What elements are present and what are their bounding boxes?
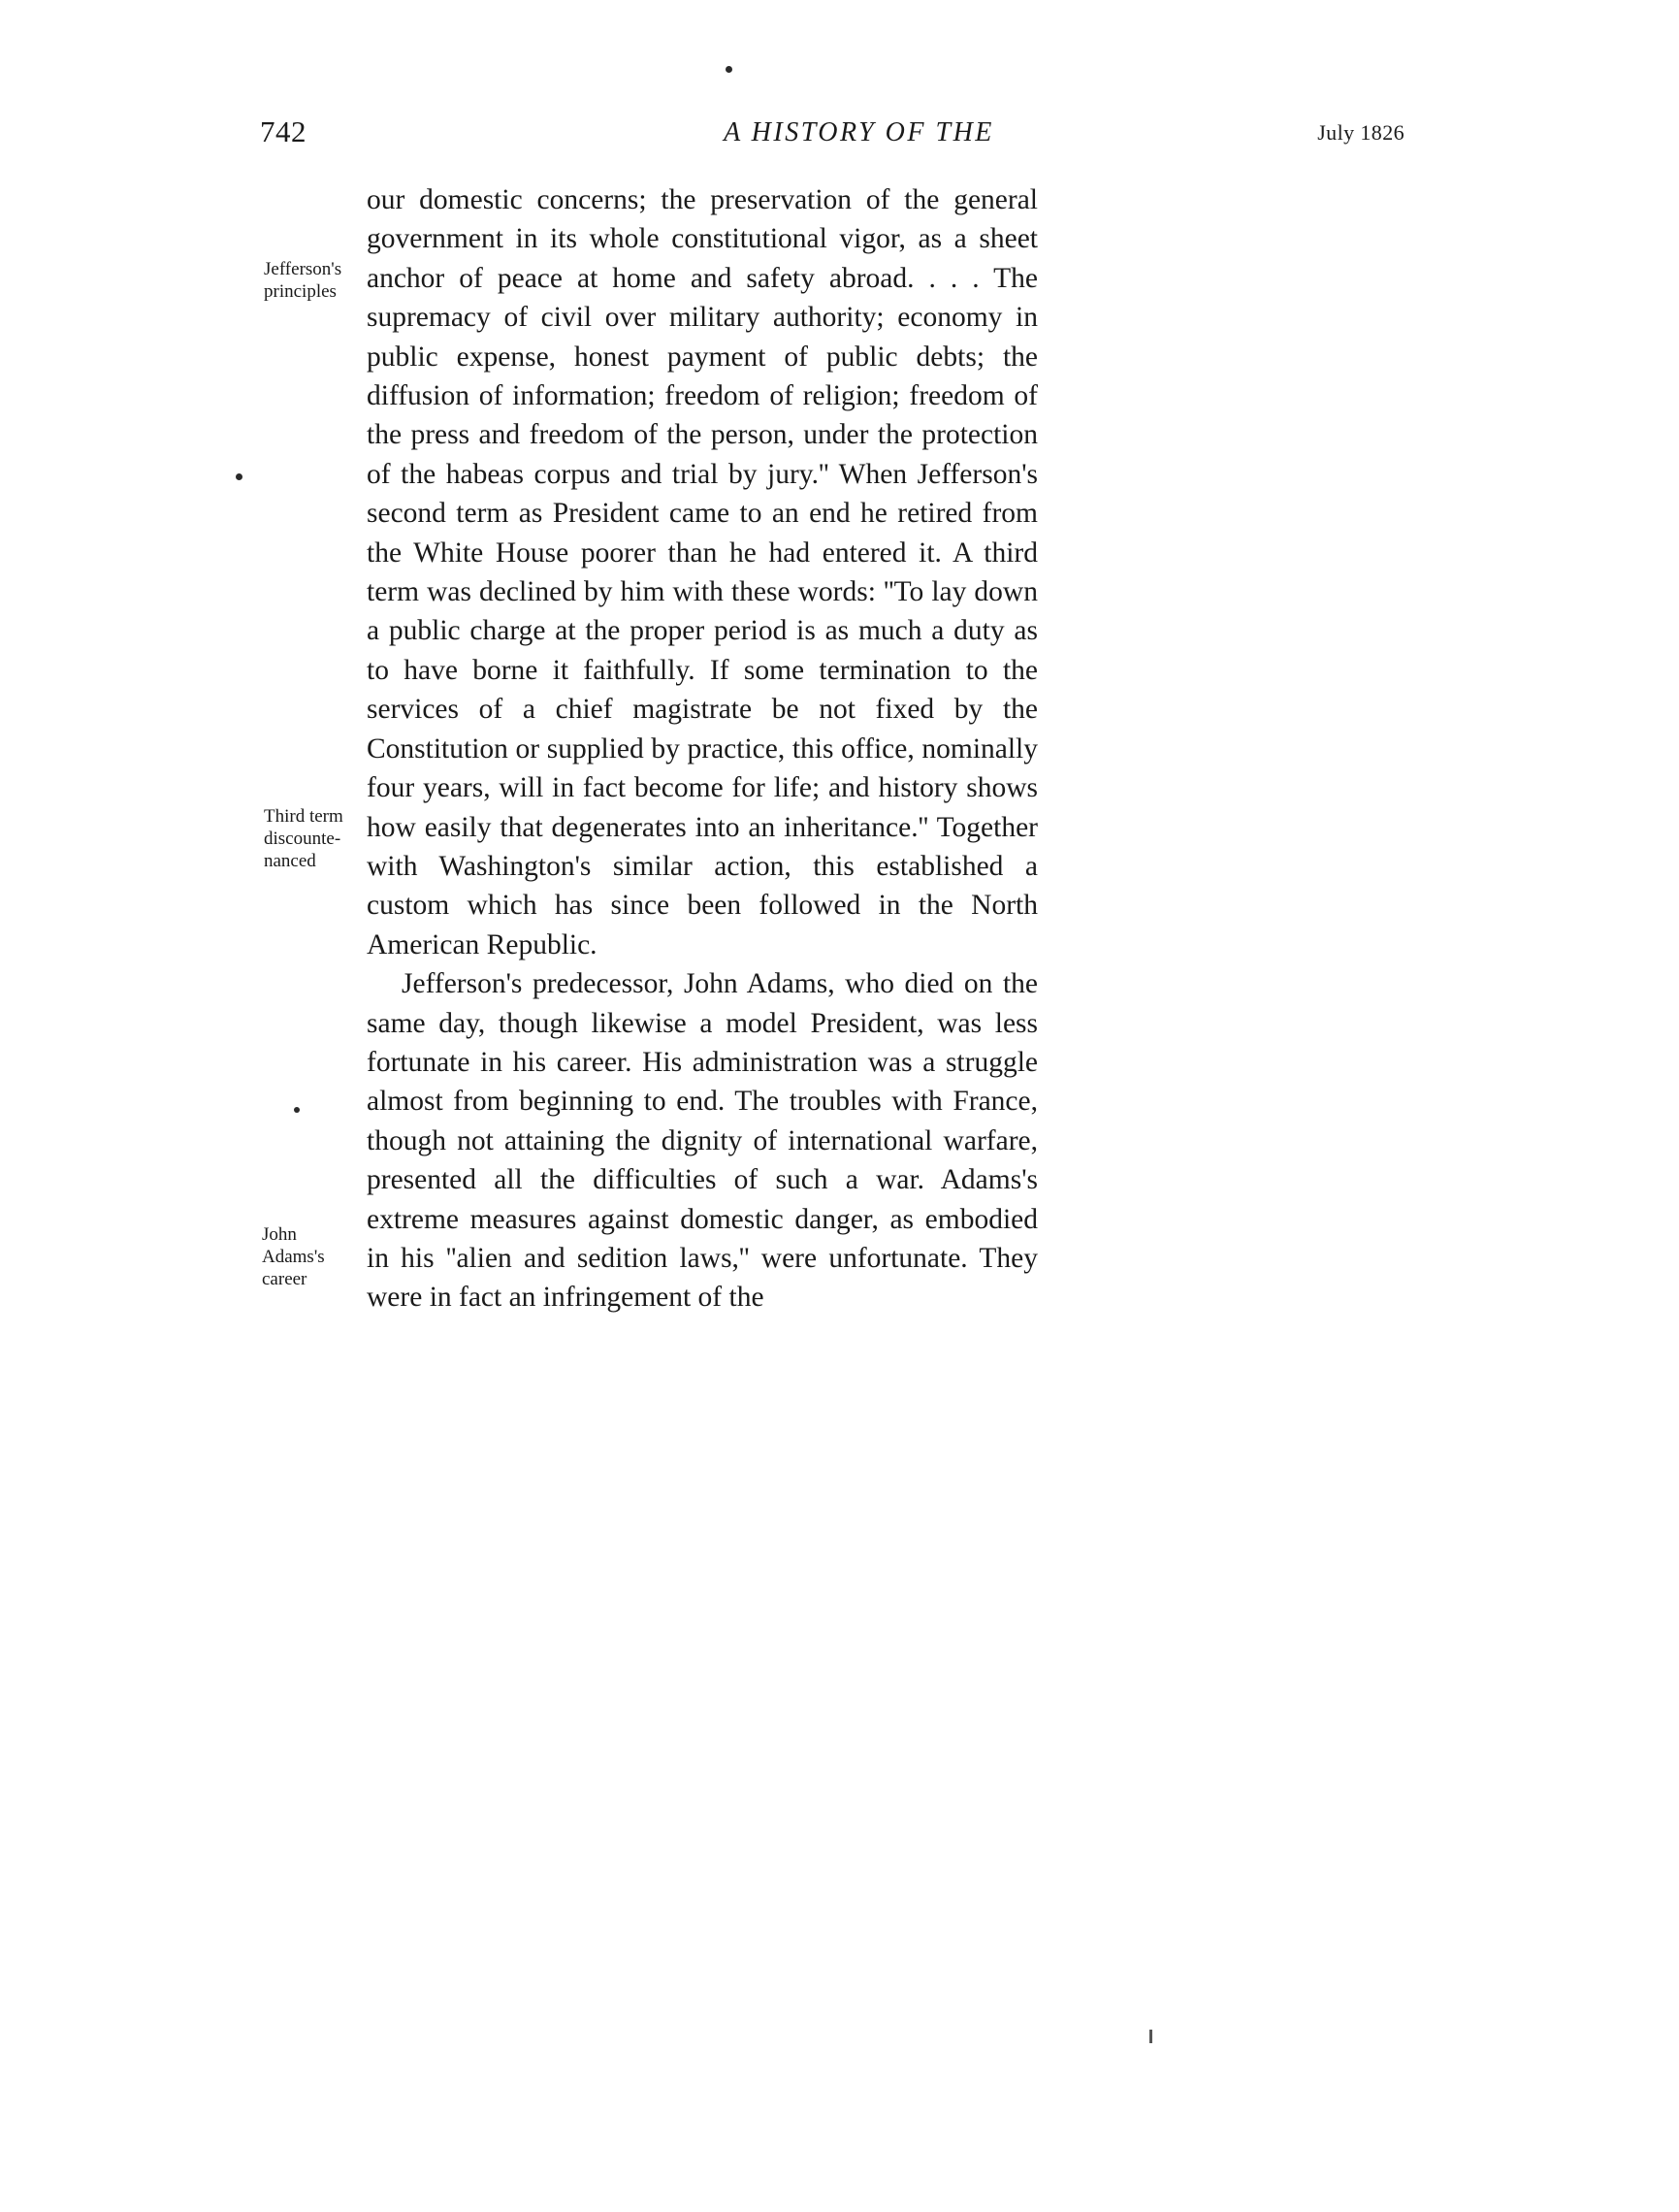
running-title: A HISTORY OF THE [724, 117, 994, 147]
sidenote-line: nanced [264, 851, 316, 871]
ink-speck [726, 66, 732, 73]
sidenote-line: Adams's [262, 1247, 325, 1267]
paragraph-jefferson-principles: our domestic concerns; the preservation of the general government in its whole constitutional vigor, as a sheet anchor of peace at home and safety abroad. . . . The supremacy of civil over military authority; economy in public expense, honest payment of public debts; the diffusion of information; freedom of religion; freedom of the press and freedom of the person, under the protection of the habeas corpus and trial by jury.'' When Jefferson's second term as President came to an end he retired from the White House poorer than he had entered it. A third term was declined by him with these words: ''To lay down a public charge at the proper period is as much a duty as to have borne it faithfully. If some termination to the services of a chief magistrate be not fixed by the Constitution or supplied by practice, this office, nominally four years, will in fact become for life; and history shows how easily that degenerates into an inheritance.'' Together with Washington's similar action, this established a custom which has since been followed in the North American Republic. [367, 184, 1038, 960]
sidenote-jeffersons-principles [264, 258, 365, 303]
ink-speck [1149, 2030, 1152, 2043]
page-number: 742 [260, 114, 307, 148]
sidenote-line: principles [264, 281, 337, 302]
ink-speck [294, 1107, 300, 1113]
ink-speck [236, 473, 242, 480]
sidenote-john-adams-career [262, 1223, 363, 1290]
sidenote-line: John [262, 1224, 297, 1245]
sidenote-line: Jefferson's [264, 259, 342, 279]
running-head [0, 114, 1679, 153]
body-text-column [367, 180, 1038, 1317]
sidenote-line: discounte- [264, 829, 341, 849]
paragraph-john-adams: Jefferson's predecessor, John Adams, who died on the same day, though likewise a model President, was less fortunate in his career. His administration was a struggle almost from beginning to end. The troubles with France, though not attaining the dignity of international warfare, presented all the difficulties of such a war. Adams's extreme measures against domestic danger, as embodied in his ''alien and sedition laws,'' were unfortunate. They were in fact an infringement of the [367, 968, 1038, 1314]
sidenote-line: career [262, 1269, 307, 1289]
sidenote-line: Third term [264, 806, 343, 827]
sidenote-third-term-discountenanced [264, 805, 367, 872]
running-date: July 1826 [1317, 120, 1405, 145]
